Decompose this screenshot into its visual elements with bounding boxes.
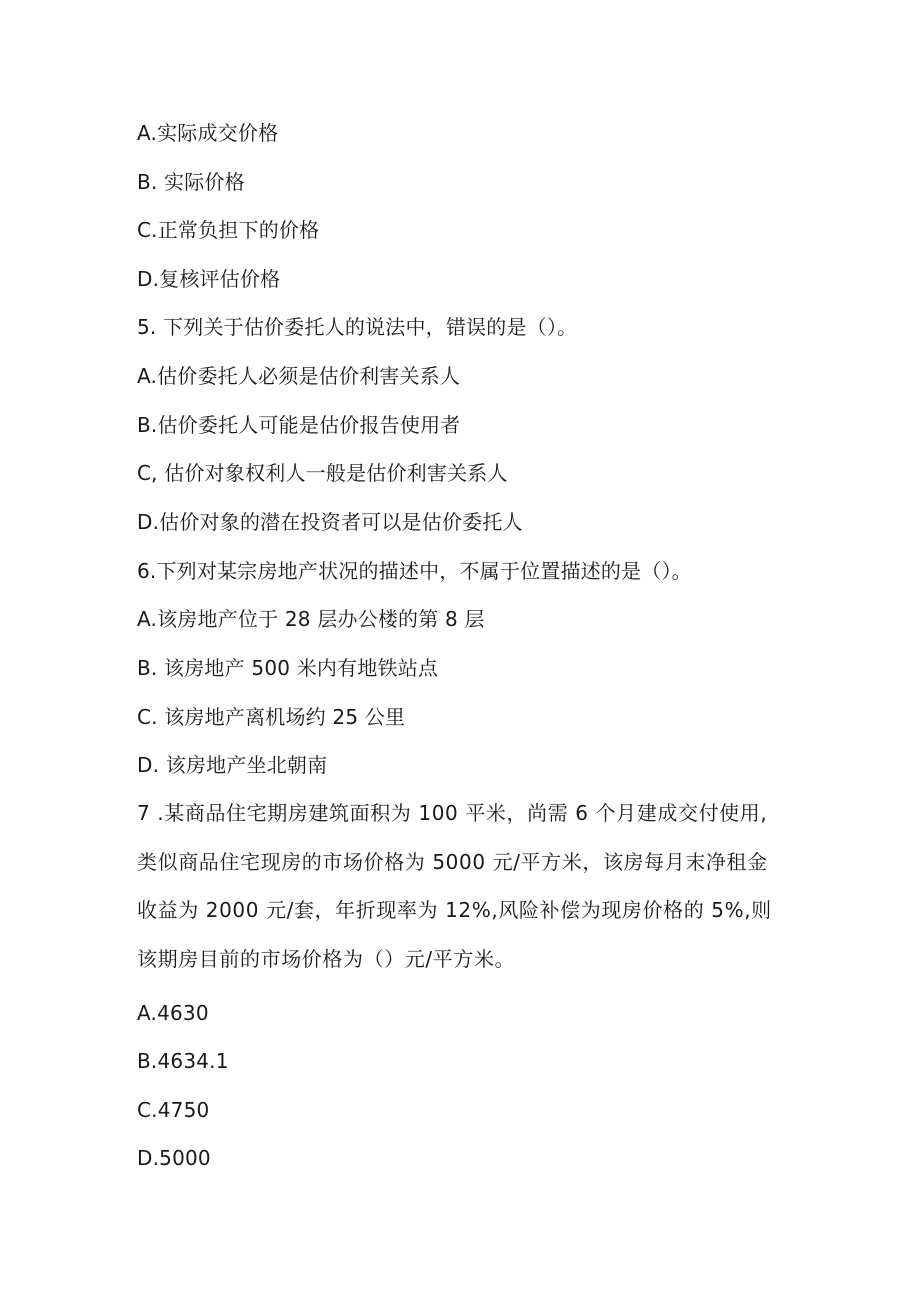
- q4-option-d: D.复核评估价格: [137, 267, 281, 291]
- q6-option-a: A.该房地产位于 28 层办公楼的第 8 层: [137, 607, 485, 631]
- q5-option-b: B.估价委托人可能是估价报告使用者: [137, 413, 461, 437]
- q5-option-a: A.估价委托人必须是估价利害关系人: [137, 364, 461, 388]
- q5-option-d: D.估价对象的潜在投资者可以是估价委托人: [137, 510, 523, 534]
- q4-option-b: B. 实际价格: [137, 170, 245, 194]
- question-7: 7 .某商品住宅期房建筑面积为 100 平米，尚需 6 个月建成交付使用, 类似商品住宅现房的市场价格为 5000 元/平方米，该房每月末净租金收益为 2000 元/套，年折现率为 12%,风险补偿为现房价格的 5%,则该期房目前的市场价格为（）元/平方米。: [137, 801, 772, 971]
- q7-option-c: C.4750: [137, 1098, 210, 1122]
- q6-option-c: C. 该房地产离机场约 25 公里: [137, 705, 406, 729]
- q6-option-b: B. 该房地产 500 米内有地铁站点: [137, 656, 439, 680]
- q7-option-d: D.5000: [137, 1146, 211, 1170]
- q6-option-d: D. 该房地产坐北朝南: [137, 753, 328, 777]
- q7-option-a: A.4630: [137, 1001, 209, 1025]
- question-6: 6.下列对某宗房地产状况的描述中，不属于位置描述的是（）。: [137, 559, 692, 583]
- question-5: 5. 下列关于估价委托人的说法中，错误的是（）。: [137, 315, 578, 339]
- q5-option-c: C, 估价对象权利人一般是估价利害关系人: [137, 461, 508, 485]
- q4-option-c: C.正常负担下的价格: [137, 218, 320, 242]
- q7-option-b: B.4634.1: [137, 1049, 229, 1073]
- q4-option-a: A.实际成交价格: [137, 121, 279, 145]
